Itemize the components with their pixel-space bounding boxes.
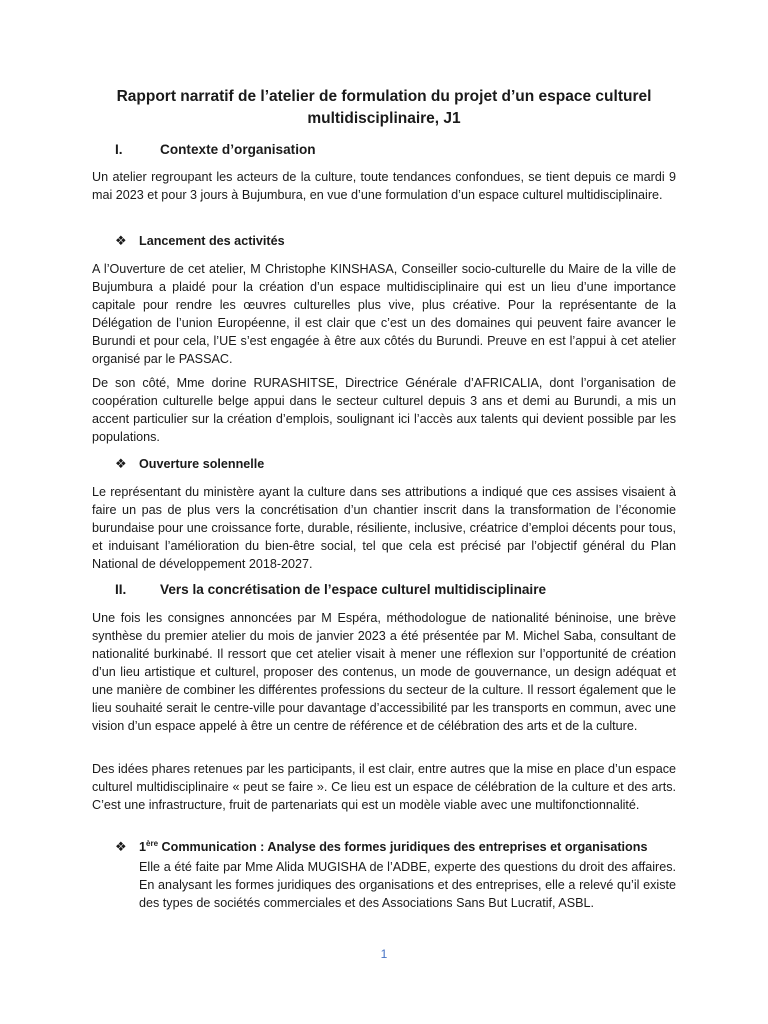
opening-heading-text: Ouverture solennelle bbox=[139, 457, 265, 471]
document-title: Rapport narratif de l’atelier de formulation du projet d’un espace culturel multidisciplinaire, J1 bbox=[116, 88, 652, 127]
communication-1-body: Elle a été faite par Mme Alida MUGISHA de l’ADBE, experte des questions du droit des affaires. En analysant les formes juridiques des organisations et des entreprises, elle a relevé qu’il existe des types de sociétés commerciales et des Associations Sans But Lucratif, ASBL. bbox=[139, 860, 676, 910]
communication-1-heading-text: Communication : Analyse des formes juridiques des entreprises et organisations bbox=[158, 840, 648, 854]
diamond-bullet-icon: ❖ bbox=[115, 233, 127, 248]
communication-1-ordinal: 1 bbox=[139, 840, 147, 854]
opening-paragraph: Le représentant du ministère ayant la culture dans ses attributions a indiqué que ces assises visaient à faire un pas de plus vers la concrétisation d’un chantier inscrit dans la transformation de l’économie burundaise pour une croissance forte, durable, résiliente, inclusive, créatrice d’emploi décents pour tous, et induisant l’amélioration du bien-être social, tel que cela est précisé par l’objectif général du Plan National de développement 2018-2027. bbox=[92, 485, 676, 571]
page-number: 1 bbox=[380, 947, 388, 961]
section-2-paragraph-1: Une fois les consignes annoncées par M Espéra, méthodologue de nationalité béninoise, une brève synthèse du premier atelier du mois de janvier 2023 a été présentée par M. Michel Saba, consultant de nationalité burkinabé. Il ressort que cet atelier visait à mener une réflexion sur l’opportunité de création d’un lieu artistique et culturel, proposer des contenus, un mode de gouvernance, un design adéquat et une manière de combiner les différentes professions du secteur de la culture. Il ressort également que le lieu souhaité serait le centre-ville pour davantage d’accessibilité par les transports en commun, avec une vision d’un espace appelé à être un centre de référence et de célébration des arts et de la culture. bbox=[92, 611, 676, 733]
launch-heading-text: Lancement des activités bbox=[139, 234, 285, 248]
launch-paragraph-1: A l’Ouverture de cet atelier, M Christophe KINSHASA, Conseiller socio-culturelle du Maire de la ville de Bujumbura a plaidé pour la création d’un espace multidisciplinaire qui est un lieu d’une importance capitale pour rendre les œuvres culturelles plus vive, plus créative. Pour la représentante de la Délégation de l’union Européenne, il est clair que c’est un des domaines qui peuvent faire avancer le Burundi et pour cela, l’UE s’est engagée à être aux côtés du Burundi. Preuve en est l’appui à cet atelier organisé par le PASSAC. bbox=[92, 262, 676, 366]
section-1-number: I. bbox=[115, 142, 123, 157]
communication-1-heading bbox=[139, 838, 647, 856]
section-2-title: Vers la concrétisation de l’espace culturel multidisciplinaire bbox=[160, 582, 547, 597]
section-1-title: Contexte d’organisation bbox=[160, 142, 316, 157]
section-1-intro: Un atelier regroupant les acteurs de la culture, toute tendances confondues, se tient depuis ce mardi 9 mai 2023 et pour 3 jours à Bujumbura, en vue d’une formulation d’un espace culturel multidisciplinaire. bbox=[92, 170, 676, 202]
opening-heading bbox=[115, 455, 264, 473]
section-2-number: II. bbox=[115, 582, 127, 597]
diamond-bullet-icon: ❖ bbox=[115, 456, 127, 471]
launch-paragraph-2: De son côté, Mme dorine RURASHITSE, Directrice Générale d’AFRICALIA, dont l’organisation de coopération culturelle belge appui dans le secteur culturel depuis 3 ans et demi au Burundi, a mis un accent particulier sur la création d’emplois, soulignant ici l’accès aux talents qui devient possible par les populations. bbox=[92, 376, 676, 444]
launch-heading bbox=[115, 232, 285, 250]
diamond-bullet-icon: ❖ bbox=[115, 839, 127, 854]
communication-1-ordinal-suffix: ère bbox=[146, 839, 159, 848]
section-2-paragraph-2: Des idées phares retenues par les participants, il est clair, entre autres que la mise en place d’un espace culturel multidisciplinaire « peut se faire ». Ce lieu est un espace de célébration de la culture et des arts. C’est une infrastructure, fruit de partenariats qui est un modèle viable avec une multifonctionnalité. bbox=[92, 762, 676, 812]
